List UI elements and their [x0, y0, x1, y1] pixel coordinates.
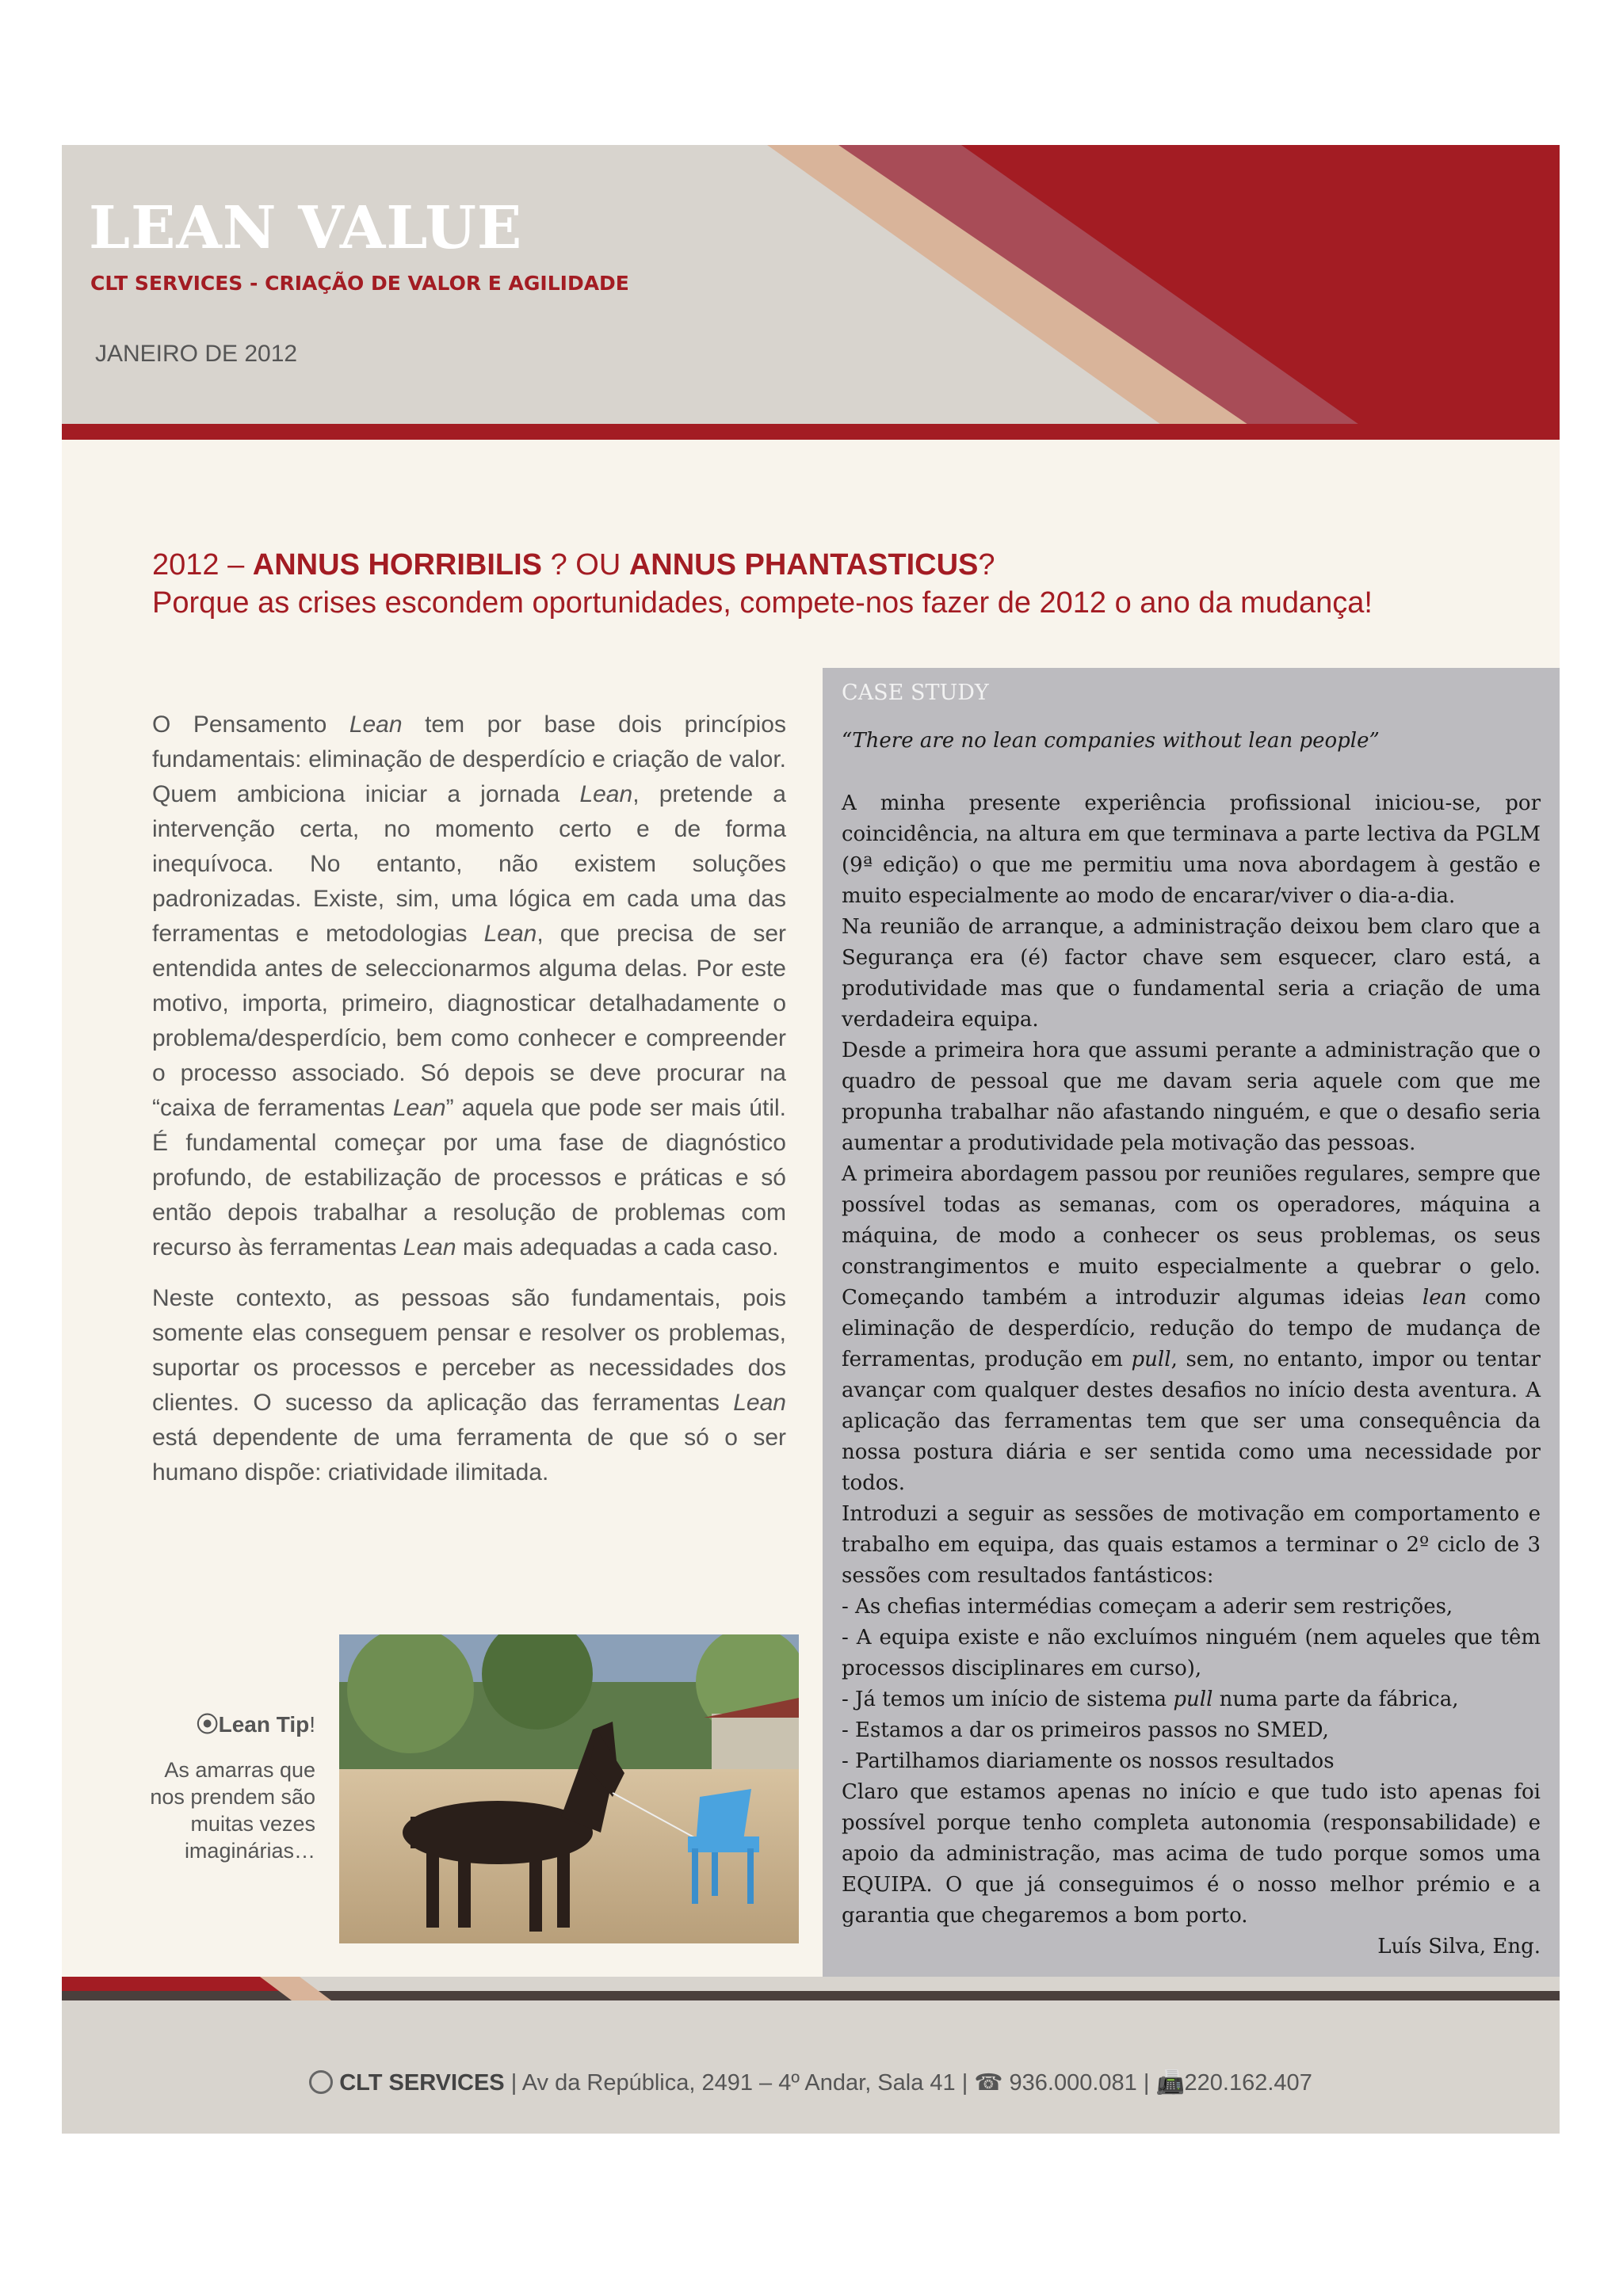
issue-date: JANEIRO DE 2012: [95, 341, 298, 367]
headline-end: ?: [978, 548, 995, 582]
case-bullet-5: - Partilhamos diariamente os nossos resultados: [842, 1749, 1335, 1773]
newsletter-title: LEAN VALUE: [89, 194, 523, 262]
footer-contact: [62, 2069, 1560, 2096]
masthead: [62, 145, 1560, 440]
target-icon: ⦿: [196, 1712, 219, 1737]
fax-icon: 📠: [1155, 2070, 1185, 2096]
article-body: [152, 707, 786, 1506]
phone-icon: ☎: [974, 2070, 1003, 2096]
footer-company: CLT SERVICES: [339, 2070, 505, 2096]
article-paragraph-2: Neste contexto, as pessoas são fundamentais, pois somente elas conseguem pensar e resolver os problemas, suportar os processos e perceber as necessidades dos clientes. O sucesso da aplicação das ferramentas Lean está dependente de uma ferramenta de que só o ser humano dispõe: criatividade ilimitada.: [152, 1285, 786, 1486]
headline-lead: 2012 –: [152, 548, 253, 582]
case-paragraph-5: Introduzi a seguir as sessões de motivação em comportamento e trabalho em equipa, das quais estamos a terminar o 2º ciclo de 3 sessões com resultados fantásticos:: [842, 1502, 1541, 1588]
lean-tip-title: ⦿Lean Tip!: [196, 1712, 315, 1737]
case-bullet-2: - A equipa existe e não excluímos ninguém (nem aqueles que têm processos disciplinares em curso),: [842, 1626, 1541, 1680]
case-paragraph-4: A primeira abordagem passou por reuniões regulares, sempre que possível todas as semanas, com os operadores, máquina a máquina, de modo a conhecer os seus problemas, os seus constrangimentos e muito especialmente a quebrar o gelo. Começando também a introduzir algumas ideias lean como eliminação de desperdício, redução do tempo de mudança de ferramentas, produção em pull, sem, no entanto, impor ou tentar avançar com qualquer destes desafios no início desta aventura. A aplicação das ferramentas tem que ser uma consequência da nossa postura diária e ser sentida como uma necessidade por todos.: [842, 1162, 1541, 1495]
lean-tip-text: As amarras que nos prendem são muitas vezes imaginárias…: [150, 1758, 315, 1863]
case-study-box: [823, 668, 1560, 1999]
case-paragraph-2: Na reunião de arranque, a administração deixou bem claro que a Segurança era (é) factor chave sem esquecer, claro está, a produtividade mas que o fundamental seria a criação de uma verdadeira equipa.: [842, 915, 1541, 1032]
case-study-quote: “There are no lean companies without lean people”: [842, 729, 1380, 753]
case-bullet-3: - Já temos um início de sistema pull numa parte da fábrica,: [842, 1688, 1459, 1711]
footer-bar: [62, 1977, 1560, 2134]
newsletter-page: [62, 145, 1560, 2134]
clt-logo-icon: [309, 2070, 333, 2094]
case-signature: Luís Silva, Eng.: [1377, 1935, 1541, 1958]
headline-term-phantasticus: ANNUS PHANTASTICUS: [628, 548, 979, 582]
headline-mid: ? OU: [542, 548, 629, 582]
case-paragraph-1: A minha presente experiência profissional iniciou-se, por coincidência, na altura em que terminava a parte lectiva da PGLM (9ª edição) o que me permitiu uma nova abordagem à gestão e muito especialmente ao modo de encarar/viver o dia-a-dia.: [842, 791, 1541, 908]
case-bullet-4: - Estamos a dar os primeiros passos no SMED,: [842, 1718, 1329, 1742]
footer-stripe-graphic: [62, 1977, 1560, 2000]
horse-photo-illustration: [339, 1634, 799, 1943]
lean-tip: [125, 1707, 315, 1864]
footer-fax: 220.162.407: [1184, 2070, 1312, 2096]
headline-term-horribilis: ANNUS HORRIBILIS: [252, 548, 543, 582]
article-headline: [152, 546, 1547, 622]
footer-phone: 936.000.081 |: [1002, 2070, 1156, 2096]
case-paragraph-6: Claro que estamos apenas no início e que tudo isto apenas foi possível porque tenho completa autonomia (responsabilidade) e apoio da administração, mas acima de tudo porque somos uma EQUIPA. O que já conseguimos é o nosso melhor prémio e a garantia que chegaremos a bom porto.: [842, 1780, 1541, 1928]
case-bullet-1: - As chefias intermédias começam a aderir sem restrições,: [842, 1595, 1453, 1619]
case-paragraph-3: Desde a primeira hora que assumi perante a administração que o quadro de pessoal que me davam seria aquele com que me propunha trabalhar não afastando ninguém, e que o desafio seria aumentar a produtividade pela motivação das pessoas.: [842, 1039, 1541, 1155]
newsletter-subtitle: CLT SERVICES - CRIAÇÃO DE VALOR E AGILIDADE: [90, 272, 629, 295]
article-paragraph-1: O Pensamento Lean tem por base dois princípios fundamentais: eliminação de desperdício e criação de valor. Quem ambiciona iniciar a jornada Lean, pretende a intervenção certa, no momento certo e de forma inequívoca. No entanto, não existem soluções padronizadas. Existe, sim, uma lógica em cada uma das ferramentas e metodologias Lean, que precisa de ser entendida antes de seleccionarmos alguma delas. Por este motivo, importa, primeiro, diagnosticar detalhadamente o problema/desperdício, bem como conhecer e compreender o processo associado. Só depois se deve procurar na “caixa de ferramentas Lean” aquela que pode ser mais útil. É fundamental começar por uma fase de diagnóstico profundo, de estabilização de processos e práticas e só então depois trabalhar a resolução de problemas com recurso às ferramentas Lean mais adequadas a cada caso.: [152, 711, 787, 1261]
footer-address: | Av da República, 2491 – 4º Andar, Sala 41 |: [504, 2070, 975, 2096]
headline-line-1: [152, 546, 1547, 584]
headline-line-2: Porque as crises escondem oportunidades, compete-nos fazer de 2012 o ano da mudança!: [152, 586, 1373, 620]
horse-tied-to-chair-photo: [339, 1634, 799, 1943]
case-study-heading: CASE STUDY: [842, 681, 989, 705]
